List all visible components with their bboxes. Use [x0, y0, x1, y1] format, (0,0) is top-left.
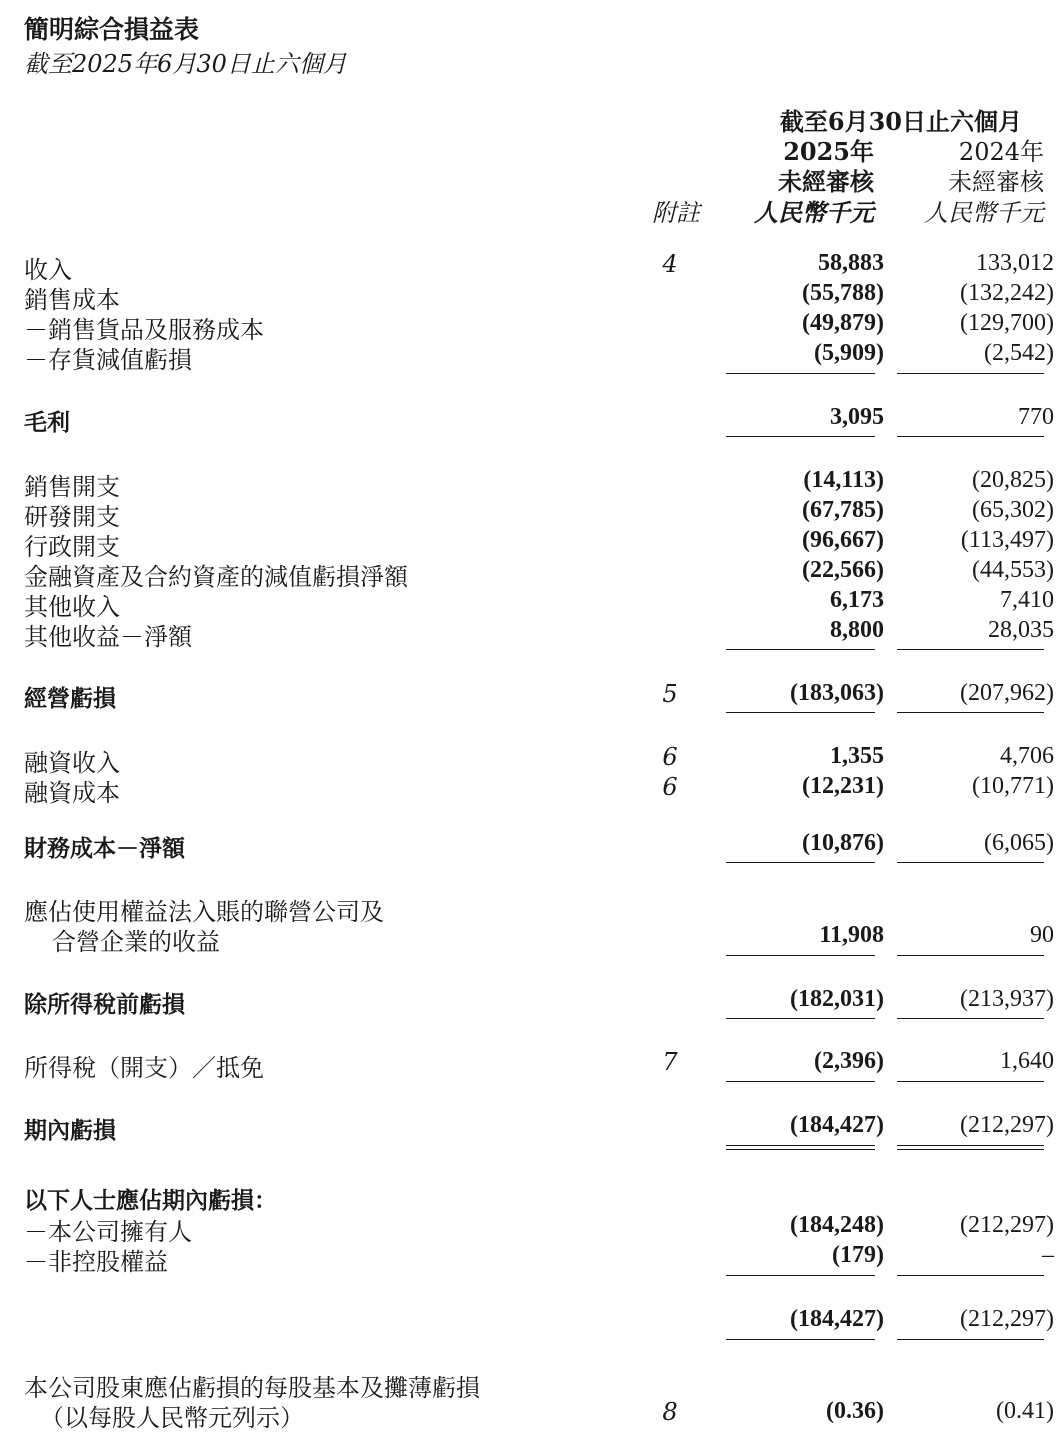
subtotal-rule	[897, 955, 1044, 956]
header-audit-current: 未經審核	[778, 167, 874, 196]
row-value-2024: (10,771)	[972, 773, 1054, 799]
row-value-2025: (179)	[832, 1242, 884, 1268]
header-audit-prior: 未經審核	[948, 168, 1044, 196]
row-note: 6	[662, 773, 678, 801]
row-value-2025: (67,785)	[802, 497, 884, 523]
row-value-2025: (183,063)	[790, 680, 884, 706]
row-label: 所得稅（開支）／抵免	[24, 1054, 264, 1082]
row-value-2025: 3,095	[830, 404, 884, 430]
row-label: 融資收入	[24, 749, 120, 777]
row-label: 本公司股東應佔虧損的每股基本及攤薄虧損	[24, 1374, 480, 1402]
row-label: －存貨減值虧損	[24, 346, 192, 374]
row-value-2025: (184,248)	[790, 1212, 884, 1238]
row-label: －銷售貨品及服務成本	[24, 316, 264, 344]
row-label: 財務成本－淨額	[24, 836, 185, 862]
total-double-rule	[897, 1145, 1044, 1150]
subtotal-rule	[897, 436, 1044, 437]
row-value-2025: (22,566)	[802, 557, 884, 583]
subtotal-rule	[726, 1081, 875, 1082]
row-value-2024: (132,242)	[960, 280, 1054, 306]
subtotal-rule	[726, 955, 875, 956]
row-value-2025: 8,800	[830, 617, 884, 643]
row-value-2024: (212,297)	[960, 1306, 1054, 1332]
row-label: 經營虧損	[24, 686, 116, 712]
row-value-2024: (113,497)	[960, 527, 1054, 553]
row-note: 6	[662, 743, 678, 771]
header-period: 截至6月30日止六個月	[779, 107, 1022, 136]
row-value-2025: (182,031)	[790, 986, 884, 1012]
row-value-2025: (5,909)	[814, 340, 884, 366]
row-note: 5	[662, 680, 678, 708]
subtotal-rule	[726, 436, 875, 437]
row-value-2025: (10,876)	[802, 830, 884, 856]
row-value-2024: 7,410	[1000, 587, 1054, 613]
subtotal-rule	[726, 1275, 875, 1276]
row-label: －非控股權益	[24, 1248, 168, 1276]
statement-title: 簡明綜合損益表	[24, 15, 200, 44]
row-value-2024: (213,937)	[960, 986, 1054, 1012]
subtotal-rule	[726, 712, 875, 713]
row-label: 收入	[24, 256, 72, 284]
row-value-2024: (6,065)	[984, 830, 1054, 856]
subtotal-rule	[726, 1018, 875, 1019]
subtotal-rule	[897, 1339, 1044, 1340]
row-value-2024: 28,035	[988, 617, 1054, 643]
row-value-2024: (65,302)	[972, 497, 1054, 523]
row-value-2025: 11,908	[819, 922, 884, 948]
row-label-continued: 合營企業的收益	[52, 928, 220, 956]
row-note: 7	[662, 1048, 678, 1076]
row-label: 其他收入	[24, 593, 120, 621]
section-heading: 以下人士應佔期內虧損：	[24, 1188, 277, 1214]
subtotal-rule	[897, 1081, 1044, 1082]
row-value-2024: –	[1042, 1242, 1054, 1268]
row-label: 應佔使用權益法入賬的聯營公司及	[24, 898, 384, 926]
subtotal-rule	[726, 1339, 875, 1340]
row-value-2024: (129,700)	[960, 310, 1054, 336]
subtotal-rule	[897, 373, 1044, 374]
row-label: 期內虧損	[24, 1118, 116, 1144]
subtotal-rule	[897, 1275, 1044, 1276]
subtotal-rule	[897, 862, 1044, 863]
row-label-continued: （以每股人民幣元列示）	[40, 1404, 304, 1432]
subtotal-rule	[726, 373, 875, 374]
row-value-2025: (14,113)	[803, 467, 884, 493]
row-label: 銷售成本	[24, 286, 120, 314]
row-label: 除所得稅前虧損	[24, 992, 185, 1018]
subtotal-rule	[897, 1018, 1044, 1019]
row-value-2025: (12,231)	[802, 773, 884, 799]
row-value-2024: 133,012	[976, 250, 1054, 276]
row-label: 研發開支	[24, 503, 120, 531]
row-value-2024: (2,542)	[984, 340, 1054, 366]
row-value-2024: (212,297)	[960, 1112, 1054, 1138]
row-value-2025: 58,883	[818, 250, 884, 276]
row-value-2025: (184,427)	[790, 1306, 884, 1332]
row-value-2024: (0.41)	[996, 1398, 1054, 1424]
statement-period: 截至2025年6月30日止六個月	[24, 50, 347, 78]
row-value-2025: (96,667)	[802, 527, 884, 553]
header-note: 附註	[652, 199, 700, 227]
row-label: 行政開支	[24, 533, 120, 561]
row-value-2025: 1,355	[830, 743, 884, 769]
row-label: 其他收益－淨額	[24, 623, 192, 651]
row-value-2024: (212,297)	[960, 1212, 1054, 1238]
row-note: 8	[662, 1398, 678, 1426]
row-value-2024: 4,706	[1000, 743, 1054, 769]
row-value-2025: (0.36)	[826, 1398, 884, 1424]
row-value-2025: 6,173	[830, 587, 884, 613]
row-value-2024: 1,640	[1000, 1048, 1054, 1074]
header-unit-prior: 人民幣千元	[924, 199, 1044, 227]
header-unit-current: 人民幣千元	[754, 198, 874, 227]
row-value-2024: 770	[1018, 404, 1054, 430]
subtotal-rule	[726, 649, 875, 650]
header-year-current: 2025年	[783, 137, 874, 166]
row-value-2024: (207,962)	[960, 680, 1054, 706]
row-label: －本公司擁有人	[24, 1218, 192, 1246]
row-value-2024: 90	[1030, 922, 1054, 948]
header-year-prior: 2024年	[958, 138, 1044, 166]
row-note: 4	[662, 250, 678, 278]
row-label: 金融資產及合約資產的減值虧損淨額	[24, 563, 408, 591]
row-label: 融資成本	[24, 779, 120, 807]
subtotal-rule	[897, 649, 1044, 650]
row-value-2025: (2,396)	[814, 1048, 884, 1074]
row-value-2025: (49,879)	[802, 310, 884, 336]
row-label: 毛利	[24, 410, 70, 436]
subtotal-rule	[726, 862, 875, 863]
row-value-2025: (184,427)	[790, 1112, 884, 1138]
subtotal-rule	[897, 712, 1044, 713]
row-label: 銷售開支	[24, 473, 120, 501]
row-value-2024: (44,553)	[972, 557, 1054, 583]
total-double-rule	[726, 1145, 875, 1150]
row-value-2025: (55,788)	[802, 280, 884, 306]
row-value-2024: (20,825)	[972, 467, 1054, 493]
